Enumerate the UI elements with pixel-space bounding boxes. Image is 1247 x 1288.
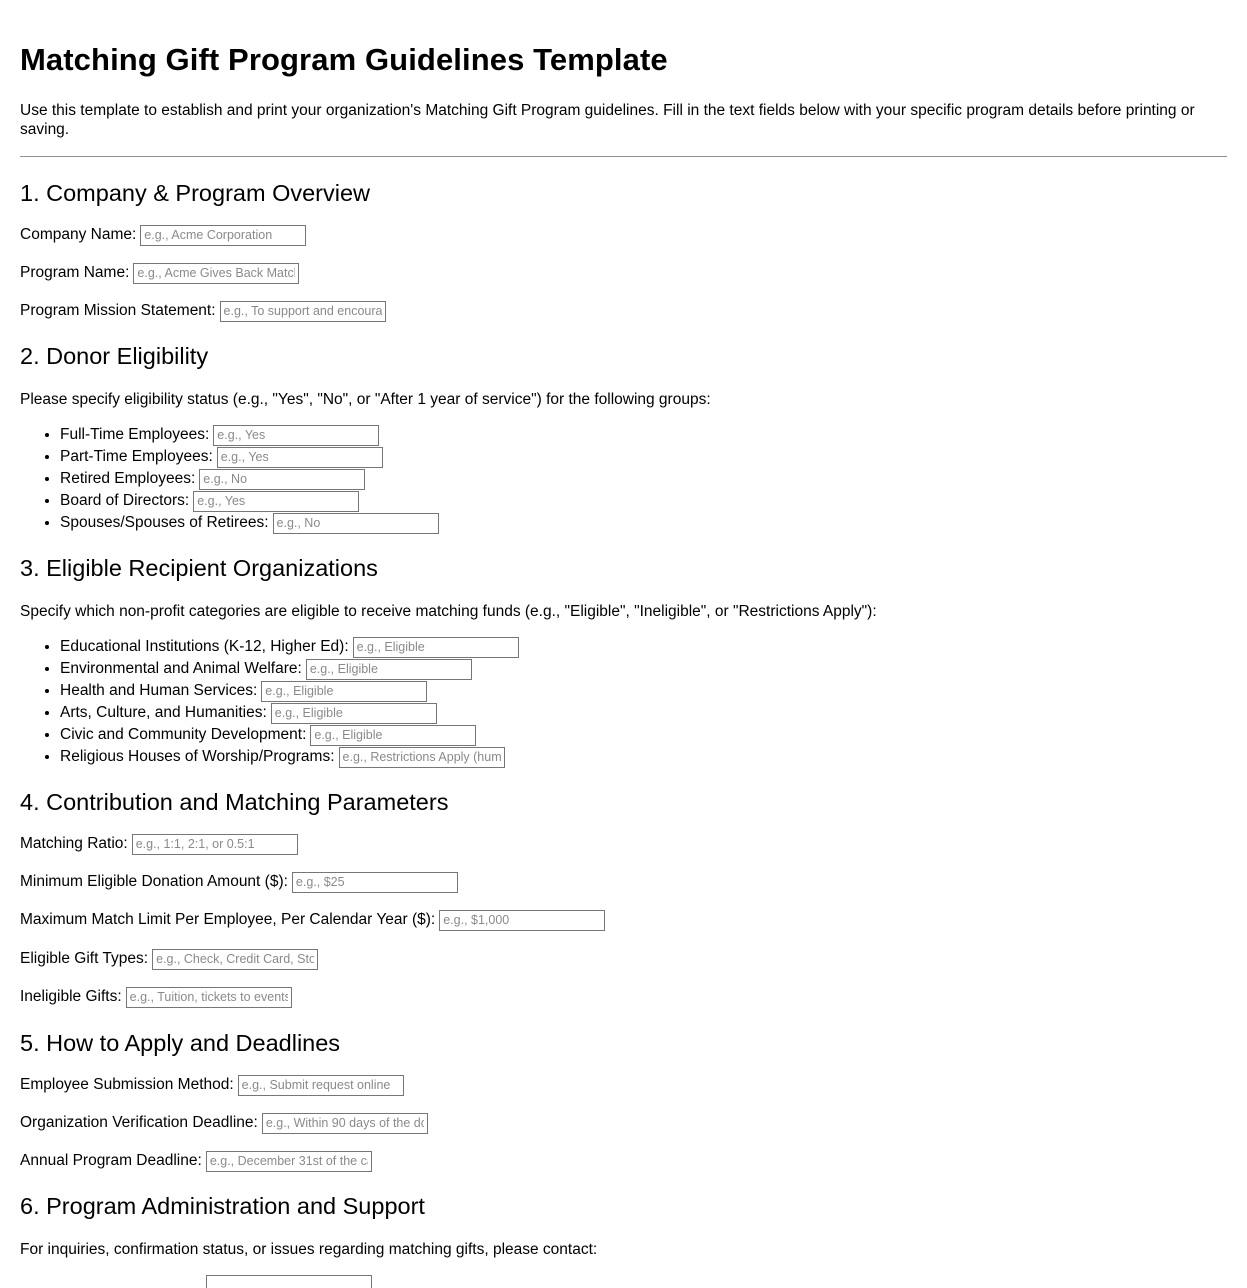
ineligible-gifts-input[interactable] [126, 987, 292, 1008]
religious-input[interactable] [339, 747, 505, 768]
submission-method-input[interactable] [238, 1075, 404, 1096]
civic-input[interactable] [310, 725, 476, 746]
minimum-donation-input[interactable] [292, 872, 458, 893]
civic-label: • Civic and Community Development: [60, 726, 307, 743]
spouses-label: • Spouses/Spouses of Retirees: [60, 514, 269, 531]
spouses-input[interactable] [273, 513, 439, 534]
board-input[interactable] [193, 491, 359, 512]
list-item [60, 424, 1227, 446]
education-label: • Educational Institutions (K-12, Higher Ed): [60, 638, 349, 655]
contact-input[interactable] [206, 1275, 372, 1288]
annual-deadline-input[interactable] [206, 1151, 372, 1172]
program-name-label: Program Name: [20, 264, 130, 281]
section-heading-overview: 1. Company & Program Overview [20, 180, 371, 206]
intro-text: Use this template to establish and print your organization's Matching Gift Program guidelines. Fill in the text fields below with your specific program details before printing or saving. [20, 102, 1195, 138]
environmental-label: • Environmental and Animal Welfare: [60, 660, 302, 677]
health-label: • Health and Human Services: [60, 682, 258, 699]
list-item [60, 724, 1227, 746]
minimum-donation-label: Minimum Eligible Donation Amount ($): [20, 873, 288, 890]
arts-label: • Arts, Culture, and Humanities: [60, 704, 267, 721]
mission-statement-label: Program Mission Statement: [20, 302, 216, 319]
gift-types-label: Eligible Gift Types: [20, 950, 149, 967]
part-time-input[interactable] [217, 447, 383, 468]
ineligible-gifts-row [20, 986, 1227, 1008]
gift-types-row [20, 948, 1227, 970]
verification-deadline-row [20, 1112, 1227, 1134]
mission-statement-row [20, 300, 1227, 322]
donor-eligibility-description: Please specify eligibility status (e.g., "Yes", "No", or "After 1 year of service") for the following groups: [20, 391, 711, 408]
contact-row [20, 1274, 1227, 1288]
board-label: • Board of Directors: [60, 492, 190, 509]
list-item [60, 512, 1227, 534]
full-time-label: • Full-Time Employees: [60, 426, 210, 443]
list-item [60, 746, 1227, 768]
retired-label: • Retired Employees: [60, 470, 196, 487]
minimum-donation-row [20, 871, 1227, 893]
part-time-label: • Part-Time Employees: [60, 448, 213, 465]
administration-description: For inquiries, confirmation status, or issues regarding matching gifts, please contact: [20, 1241, 598, 1258]
company-name-input[interactable] [140, 225, 306, 246]
religious-label: • Religious Houses of Worship/Programs: [60, 748, 335, 765]
health-input[interactable] [261, 681, 427, 702]
section-heading-parameters: 4. Contribution and Matching Parameters [20, 789, 449, 815]
list-item [60, 468, 1227, 490]
program-name-row [20, 262, 1227, 284]
verification-deadline-input[interactable] [262, 1113, 428, 1134]
matching-ratio-input[interactable] [132, 834, 298, 855]
section-heading-recipient-orgs: 3. Eligible Recipient Organizations [20, 555, 378, 581]
annual-deadline-row [20, 1150, 1227, 1172]
section-heading-donor-eligibility: 2. Donor Eligibility [20, 343, 209, 369]
annual-deadline-label: Annual Program Deadline: [20, 1152, 202, 1169]
arts-input[interactable] [271, 703, 437, 724]
gift-types-input[interactable] [152, 949, 318, 970]
list-item [60, 446, 1227, 468]
company-name-row [20, 224, 1227, 246]
divider [20, 156, 1227, 157]
list-item [60, 658, 1227, 680]
mission-statement-input[interactable] [220, 301, 386, 322]
submission-method-row [20, 1074, 1227, 1096]
list-item [60, 680, 1227, 702]
submission-method-label: Employee Submission Method: [20, 1076, 234, 1093]
retired-input[interactable] [199, 469, 365, 490]
ineligible-gifts-label: Ineligible Gifts: [20, 988, 122, 1005]
section-heading-administration: 6. Program Administration and Support [20, 1193, 425, 1219]
full-time-input[interactable] [213, 425, 379, 446]
recipient-orgs-list [20, 636, 1227, 768]
maximum-match-label: Maximum Match Limit Per Employee, Per Calendar Year ($): [20, 911, 436, 928]
section-heading-apply-deadlines: 5. How to Apply and Deadlines [20, 1030, 341, 1056]
list-item [60, 702, 1227, 724]
maximum-match-input[interactable] [439, 910, 605, 931]
list-item [60, 636, 1227, 658]
matching-ratio-row [20, 833, 1227, 855]
maximum-match-row [20, 909, 1227, 931]
education-input[interactable] [353, 637, 519, 658]
verification-deadline-label: Organization Verification Deadline: [20, 1114, 258, 1131]
page-title: Matching Gift Program Guidelines Template [20, 42, 668, 77]
matching-ratio-label: Matching Ratio: [20, 835, 128, 852]
list-item [60, 490, 1227, 512]
recipient-orgs-description: Specify which non-profit categories are eligible to receive matching funds (e.g., "Eligible", "Ineligible", or "Restrictions Apply"): [20, 603, 877, 620]
donor-eligibility-list [20, 424, 1227, 534]
company-name-label: Company Name: [20, 226, 137, 243]
program-name-input[interactable] [133, 263, 299, 284]
environmental-input[interactable] [306, 659, 472, 680]
